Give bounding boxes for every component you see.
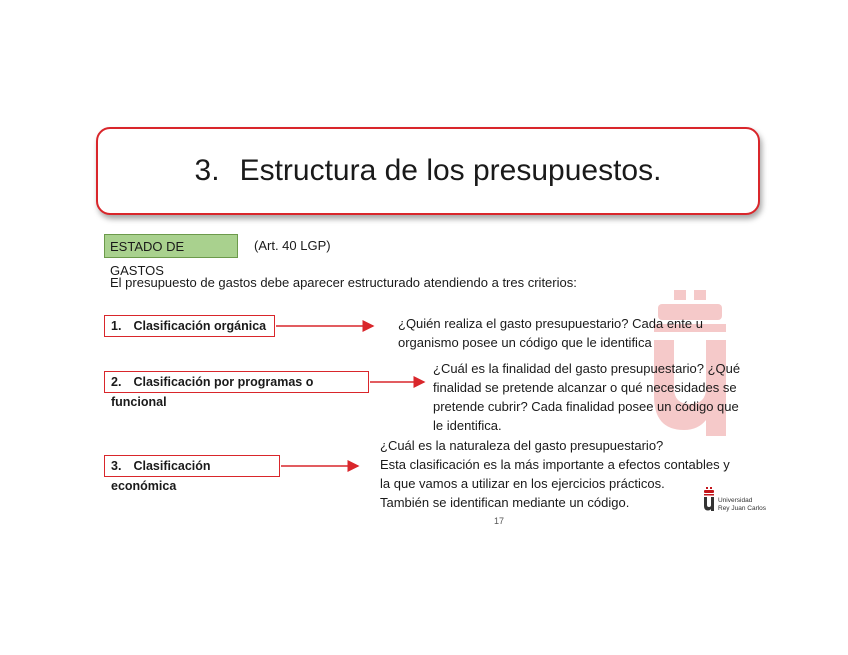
criterion-1-label: Clasificación orgánica	[133, 319, 267, 333]
criterion-2-label: Clasificación por programas o funcional	[111, 375, 314, 409]
university-crest-icon	[702, 487, 716, 511]
criterion-3-label: Clasificación económica	[111, 459, 211, 493]
desc-line: ¿Cuál es la naturaleza del gasto presupuestario?	[380, 438, 664, 453]
article-reference: (Art. 40 LGP)	[254, 238, 331, 253]
desc-line: la que vamos a utilizar en los ejercicios prácticos.	[380, 476, 665, 491]
desc-line: organismo posee un código que le identifica	[398, 335, 652, 350]
university-name	[718, 497, 766, 512]
desc-line: Esta clasificación es la más importante a efectos contables y	[380, 457, 730, 472]
university-name-line-2: Rey Juan Carlos	[718, 504, 767, 512]
criterion-2-number: 2.	[111, 375, 122, 389]
desc-line: finalidad se pretende alcanzar o qué necesidades se	[433, 380, 737, 395]
criterion-3-number: 3.	[111, 459, 122, 473]
university-name-line-1: Universidad	[718, 497, 753, 504]
criterion-1-number: 1.	[111, 319, 122, 333]
desc-line: ¿Quién realiza el gasto presupuestario? Cada ente u	[398, 316, 703, 331]
desc-line: pretende cubrir? Cada finalidad posee un código que	[433, 399, 739, 414]
page-number: 17	[494, 516, 505, 526]
intro-text: El presupuesto de gastos debe aparecer estructurado atendiendo a tres criterios:	[110, 275, 577, 290]
desc-line: También se identifican mediante un código.	[380, 495, 630, 510]
desc-line: ¿Cuál es la finalidad del gasto presupuestario? ¿Qué	[433, 361, 741, 376]
section-tag: ESTADO DE GASTOS	[104, 234, 238, 258]
title-number: 3.	[194, 154, 220, 187]
desc-line: le identifica.	[433, 418, 502, 433]
page-title: Estructura de los presupuestos.	[239, 154, 662, 187]
university-logo	[702, 487, 782, 517]
